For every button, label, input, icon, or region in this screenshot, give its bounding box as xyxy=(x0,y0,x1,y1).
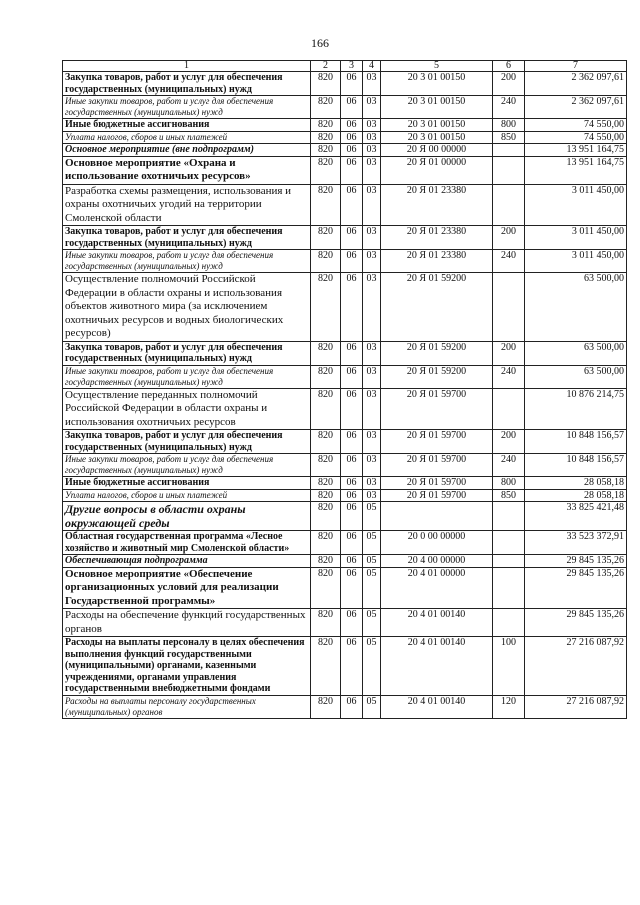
cell-expense-type: 200 xyxy=(493,430,525,454)
cell-expense-type: 240 xyxy=(493,365,525,388)
cell-expense-type xyxy=(493,567,525,609)
cell-section: 06 xyxy=(341,477,363,490)
cell-subsection: 05 xyxy=(363,531,381,555)
cell-amount: 3 011 450,00 xyxy=(525,226,627,250)
cell-section: 06 xyxy=(341,531,363,555)
row-name: Расходы на выплаты персоналу в целях обеспечения выполнения функций государственными (муниципальными) органами, казенными учреждениями, органами управления государственными внебюджетными фондами xyxy=(63,637,311,696)
cell-target-article: 20 Я 01 23380 xyxy=(381,250,493,273)
table-row xyxy=(63,430,627,454)
table-row xyxy=(63,637,627,696)
cell-subsection: 03 xyxy=(363,477,381,490)
cell-target-article: 20 Я 01 59200 xyxy=(381,273,493,342)
row-name: Основное мероприятие «Обеспечение организационных условий для реализации Государственной программы» xyxy=(63,567,311,609)
cell-target-article: 20 Я 00 00000 xyxy=(381,144,493,157)
cell-target-article: 20 3 01 00150 xyxy=(381,119,493,132)
cell-subsection: 03 xyxy=(363,72,381,96)
cell-ministry-code: 820 xyxy=(311,119,341,132)
col-header-4: 4 xyxy=(363,61,381,72)
header-row xyxy=(63,61,627,72)
cell-subsection: 03 xyxy=(363,273,381,342)
col-header-6: 6 xyxy=(493,61,525,72)
row-name: Обеспечивающая подпрограмма xyxy=(63,555,311,568)
cell-amount: 29 845 135,26 xyxy=(525,567,627,609)
cell-expense-type xyxy=(493,609,525,637)
cell-ministry-code: 820 xyxy=(311,567,341,609)
col-header-5: 5 xyxy=(381,61,493,72)
cell-amount: 10 876 214,75 xyxy=(525,388,627,430)
table-row xyxy=(63,454,627,477)
table-row xyxy=(63,502,627,531)
cell-target-article: 20 Я 01 59700 xyxy=(381,430,493,454)
cell-section: 06 xyxy=(341,72,363,96)
cell-section: 06 xyxy=(341,273,363,342)
cell-expense-type xyxy=(493,388,525,430)
cell-target-article: 20 0 00 00000 xyxy=(381,531,493,555)
cell-expense-type: 240 xyxy=(493,96,525,119)
cell-ministry-code: 820 xyxy=(311,72,341,96)
cell-section: 06 xyxy=(341,609,363,637)
cell-amount: 13 951 164,75 xyxy=(525,144,627,157)
table-row xyxy=(63,477,627,490)
cell-amount: 3 011 450,00 xyxy=(525,250,627,273)
table-row xyxy=(63,388,627,430)
table-row xyxy=(63,531,627,555)
table-row xyxy=(63,131,627,144)
cell-amount: 10 848 156,57 xyxy=(525,430,627,454)
table-row xyxy=(63,250,627,273)
cell-expense-type xyxy=(493,502,525,531)
table-row xyxy=(63,156,627,184)
cell-subsection: 03 xyxy=(363,119,381,132)
cell-amount: 63 500,00 xyxy=(525,365,627,388)
cell-amount: 28 058,18 xyxy=(525,477,627,490)
cell-target-article: 20 4 00 00000 xyxy=(381,555,493,568)
cell-section: 06 xyxy=(341,555,363,568)
cell-ministry-code: 820 xyxy=(311,131,341,144)
cell-ministry-code: 820 xyxy=(311,695,341,718)
cell-expense-type: 200 xyxy=(493,341,525,365)
col-header-7: 7 xyxy=(525,61,627,72)
cell-amount: 29 845 135,26 xyxy=(525,555,627,568)
table-row xyxy=(63,609,627,637)
cell-amount: 13 951 164,75 xyxy=(525,156,627,184)
cell-expense-type: 120 xyxy=(493,695,525,718)
cell-subsection: 03 xyxy=(363,96,381,119)
cell-ministry-code: 820 xyxy=(311,341,341,365)
cell-amount: 27 216 087,92 xyxy=(525,695,627,718)
cell-expense-type: 800 xyxy=(493,119,525,132)
col-header-2: 2 xyxy=(311,61,341,72)
cell-section: 06 xyxy=(341,156,363,184)
table-row xyxy=(63,144,627,157)
cell-section: 06 xyxy=(341,489,363,502)
cell-ministry-code: 820 xyxy=(311,531,341,555)
cell-target-article: 20 Я 01 00000 xyxy=(381,156,493,184)
row-name: Иные бюджетные ассигнования xyxy=(63,477,311,490)
cell-subsection: 05 xyxy=(363,567,381,609)
cell-ministry-code: 820 xyxy=(311,502,341,531)
cell-subsection: 03 xyxy=(363,388,381,430)
row-name: Уплата налогов, сборов и иных платежей xyxy=(63,131,311,144)
row-name: Другие вопросы в области охраны окружающей среды xyxy=(63,502,311,531)
row-name: Иные закупки товаров, работ и услуг для обеспечения государственных (муниципальных) нужд xyxy=(63,454,311,477)
cell-ministry-code: 820 xyxy=(311,454,341,477)
cell-ministry-code: 820 xyxy=(311,273,341,342)
row-name: Основное мероприятие «Охрана и использование охотничьих ресурсов» xyxy=(63,156,311,184)
cell-ministry-code: 820 xyxy=(311,388,341,430)
cell-amount: 74 550,00 xyxy=(525,119,627,132)
cell-subsection: 03 xyxy=(363,131,381,144)
cell-subsection: 03 xyxy=(363,144,381,157)
row-name: Закупка товаров, работ и услуг для обеспечения государственных (муниципальных) нужд xyxy=(63,430,311,454)
cell-target-article: 20 4 01 00000 xyxy=(381,567,493,609)
cell-amount: 27 216 087,92 xyxy=(525,637,627,696)
cell-section: 06 xyxy=(341,184,363,226)
table-row xyxy=(63,489,627,502)
cell-section: 06 xyxy=(341,365,363,388)
cell-expense-type xyxy=(493,273,525,342)
cell-expense-type: 240 xyxy=(493,454,525,477)
cell-subsection: 05 xyxy=(363,555,381,568)
page-number: 166 xyxy=(311,36,329,50)
cell-ministry-code: 820 xyxy=(311,430,341,454)
cell-section: 06 xyxy=(341,695,363,718)
cell-expense-type xyxy=(493,555,525,568)
table-row xyxy=(63,96,627,119)
table-row xyxy=(63,695,627,718)
cell-subsection: 05 xyxy=(363,609,381,637)
cell-section: 06 xyxy=(341,388,363,430)
cell-section: 06 xyxy=(341,119,363,132)
cell-ministry-code: 820 xyxy=(311,96,341,119)
row-name: Иные закупки товаров, работ и услуг для обеспечения государственных (муниципальных) нужд xyxy=(63,365,311,388)
cell-expense-type xyxy=(493,184,525,226)
cell-target-article: 20 3 01 00150 xyxy=(381,96,493,119)
cell-target-article: 20 4 01 00140 xyxy=(381,637,493,696)
table-row xyxy=(63,184,627,226)
cell-target-article: 20 Я 01 59700 xyxy=(381,477,493,490)
col-header-3: 3 xyxy=(341,61,363,72)
cell-amount: 33 523 372,91 xyxy=(525,531,627,555)
row-name: Осуществление переданных полномочий Российской Федерации в области охраны и использования охотничьих ресурсов xyxy=(63,388,311,430)
cell-ministry-code: 820 xyxy=(311,226,341,250)
cell-subsection: 03 xyxy=(363,226,381,250)
cell-subsection: 03 xyxy=(363,250,381,273)
cell-amount: 33 825 421,48 xyxy=(525,502,627,531)
table-row xyxy=(63,72,627,96)
cell-ministry-code: 820 xyxy=(311,637,341,696)
cell-expense-type: 800 xyxy=(493,477,525,490)
budget-table xyxy=(62,60,627,719)
cell-subsection: 03 xyxy=(363,454,381,477)
cell-section: 06 xyxy=(341,96,363,119)
cell-amount: 3 011 450,00 xyxy=(525,184,627,226)
cell-expense-type xyxy=(493,144,525,157)
row-name: Осуществление полномочий Российской Федерации в области охраны и использования объектов животного мира (за исключением охотничьих ресурсов и водных биологических ресурсов) xyxy=(63,273,311,342)
row-name: Расходы на обеспечение функций государственных органов xyxy=(63,609,311,637)
cell-subsection: 05 xyxy=(363,695,381,718)
row-name: Закупка товаров, работ и услуг для обеспечения государственных (муниципальных) нужд xyxy=(63,226,311,250)
cell-ministry-code: 820 xyxy=(311,609,341,637)
table-row xyxy=(63,119,627,132)
row-name: Областная государственная программа «Лесное хозяйство и животный мир Смоленской области» xyxy=(63,531,311,555)
row-name: Закупка товаров, работ и услуг для обеспечения государственных (муниципальных) нужд xyxy=(63,341,311,365)
cell-amount: 63 500,00 xyxy=(525,341,627,365)
cell-ministry-code: 820 xyxy=(311,144,341,157)
cell-target-article: 20 3 01 00150 xyxy=(381,131,493,144)
cell-ministry-code: 820 xyxy=(311,555,341,568)
cell-ministry-code: 820 xyxy=(311,184,341,226)
row-name: Закупка товаров, работ и услуг для обеспечения государственных (муниципальных) нужд xyxy=(63,72,311,96)
row-name: Расходы на выплаты персоналу государственных (муниципальных) органов xyxy=(63,695,311,718)
table-row xyxy=(63,365,627,388)
cell-amount: 29 845 135,26 xyxy=(525,609,627,637)
cell-expense-type: 850 xyxy=(493,131,525,144)
cell-amount: 2 362 097,61 xyxy=(525,72,627,96)
cell-amount: 2 362 097,61 xyxy=(525,96,627,119)
cell-amount: 28 058,18 xyxy=(525,489,627,502)
cell-section: 06 xyxy=(341,226,363,250)
cell-subsection: 03 xyxy=(363,184,381,226)
row-name: Иные закупки товаров, работ и услуг для обеспечения государственных (муниципальных) нужд xyxy=(63,96,311,119)
cell-section: 06 xyxy=(341,250,363,273)
cell-subsection: 03 xyxy=(363,365,381,388)
cell-section: 06 xyxy=(341,454,363,477)
row-name: Уплата налогов, сборов и иных платежей xyxy=(63,489,311,502)
cell-subsection: 03 xyxy=(363,489,381,502)
cell-subsection: 03 xyxy=(363,341,381,365)
cell-target-article: 20 Я 01 23380 xyxy=(381,226,493,250)
table-row xyxy=(63,273,627,342)
row-name: Иные закупки товаров, работ и услуг для обеспечения государственных (муниципальных) нужд xyxy=(63,250,311,273)
cell-expense-type: 850 xyxy=(493,489,525,502)
cell-target-article: 20 Я 01 23380 xyxy=(381,184,493,226)
cell-subsection: 03 xyxy=(363,430,381,454)
cell-ministry-code: 820 xyxy=(311,477,341,490)
cell-target-article xyxy=(381,502,493,531)
table-row xyxy=(63,341,627,365)
cell-target-article: 20 Я 01 59700 xyxy=(381,388,493,430)
cell-subsection: 03 xyxy=(363,156,381,184)
row-name: Иные бюджетные ассигнования xyxy=(63,119,311,132)
cell-expense-type: 200 xyxy=(493,72,525,96)
cell-expense-type: 240 xyxy=(493,250,525,273)
cell-expense-type xyxy=(493,156,525,184)
table-row xyxy=(63,567,627,609)
cell-ministry-code: 820 xyxy=(311,250,341,273)
cell-ministry-code: 820 xyxy=(311,156,341,184)
cell-ministry-code: 820 xyxy=(311,489,341,502)
cell-section: 06 xyxy=(341,131,363,144)
cell-section: 06 xyxy=(341,144,363,157)
cell-subsection: 05 xyxy=(363,637,381,696)
cell-expense-type xyxy=(493,531,525,555)
cell-amount: 74 550,00 xyxy=(525,131,627,144)
row-name: Разработка схемы размещения, использования и охраны охотничьих угодий на территории Смоленской области xyxy=(63,184,311,226)
cell-section: 06 xyxy=(341,502,363,531)
cell-subsection: 05 xyxy=(363,502,381,531)
cell-expense-type: 100 xyxy=(493,637,525,696)
cell-section: 06 xyxy=(341,637,363,696)
cell-section: 06 xyxy=(341,567,363,609)
cell-expense-type: 200 xyxy=(493,226,525,250)
cell-target-article: 20 4 01 00140 xyxy=(381,695,493,718)
cell-section: 06 xyxy=(341,430,363,454)
row-name: Основное мероприятие (вне подпрограмм) xyxy=(63,144,311,157)
col-header-1: 1 xyxy=(63,61,311,72)
cell-target-article: 20 3 01 00150 xyxy=(381,72,493,96)
cell-target-article: 20 4 01 00140 xyxy=(381,609,493,637)
table-row xyxy=(63,226,627,250)
cell-ministry-code: 820 xyxy=(311,365,341,388)
cell-target-article: 20 Я 01 59200 xyxy=(381,341,493,365)
cell-amount: 63 500,00 xyxy=(525,273,627,342)
cell-target-article: 20 Я 01 59700 xyxy=(381,489,493,502)
cell-target-article: 20 Я 01 59200 xyxy=(381,365,493,388)
table-row xyxy=(63,555,627,568)
cell-amount: 10 848 156,57 xyxy=(525,454,627,477)
cell-section: 06 xyxy=(341,341,363,365)
cell-target-article: 20 Я 01 59700 xyxy=(381,454,493,477)
